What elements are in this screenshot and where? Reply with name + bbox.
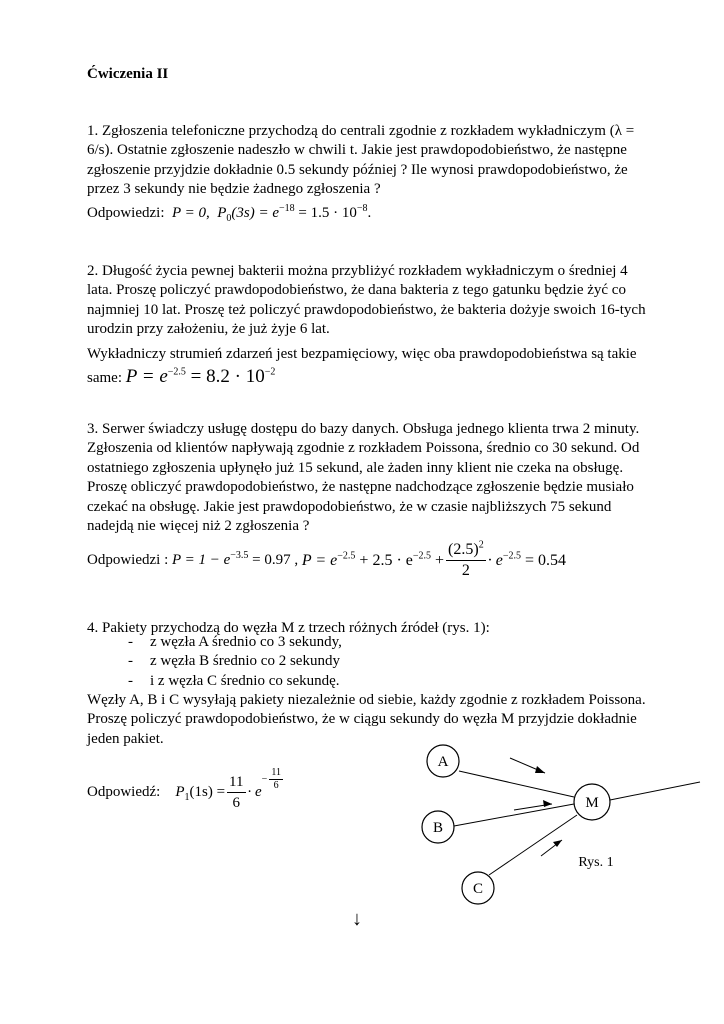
list-item: - i z węzła C średnio co sekundę. [128, 672, 340, 689]
edge-c-m [489, 815, 577, 875]
answer-formula-tail: · e [247, 784, 262, 800]
node-label-m: M [585, 795, 599, 811]
exercise-2-note: Wykładniczy strumień zdarzeń jest bezpamięciowy, więc oba prawdopodobieństwa są takie [87, 346, 637, 362]
continue-arrow-icon: ↓ [352, 908, 362, 930]
answer-formula-lhs: $P_1(1s)$ = [175, 784, 226, 803]
list-item: - z węzła B średnio co 2 sekundy [128, 653, 340, 670]
answer-label: Odpowiedź: [87, 784, 161, 800]
answer-label: same: [87, 370, 122, 386]
node-label-c: C [472, 881, 484, 897]
figure-caption: Rys. 1 [578, 855, 614, 870]
answer-formula-p0: $P_0(3s) = e^{-18} = 1.5 \cdot 10^{-8}$ [217, 203, 368, 224]
page-title: Ćwiczenia II [87, 66, 169, 82]
answer-label: Odpowiedzi: [87, 205, 165, 221]
node-label-b: B [432, 820, 444, 836]
answer-formula-2-tail: · $e^{-2.5} = 0.54$ [487, 550, 566, 569]
answer-fraction: $\frac{(2.5)^2}{2}$ [448, 539, 484, 579]
answer-label: Odpowiedzi : [87, 552, 169, 568]
answer-formula-2: $P = e^{-2.5} + 2.5 \cdot e^{-2.5}$ + [301, 550, 445, 569]
exercise-2-text: 2. Długość życia pewnej bakterii można przybliżyć rozkładem wykładniczym o średniej 4 lata. Proszę policzyć prawdopodobieństwo, że dana bakteria z tego gatunku będzie żyć co najmniej 10 lat. Proszę też policzyć prawdopodobieństwo, że bakteria dożyje swoich 16-tych urodzin przy założeniu, że już żyje 6 lat. [87, 263, 646, 338]
arrowhead-b [543, 800, 552, 807]
answer-formula-1: $P = 1 - e^{-3.5} = 0.97$ , [171, 550, 299, 568]
exercise-1-answer: Odpowiedzi: P = 0, $P_0(3s) = e^{-18} = 1.5 \cdot 10^{-8}$. [87, 203, 372, 224]
answer-fraction: $\frac{11}{6}$ [229, 774, 244, 811]
exercise-4-text: Węzły A, B i C wysyłają pakiety niezależnie od siebie, każdy zgodnie z rozkładem Poissona. Proszę policzyć prawdopodobieństwo, że w ciągu sekundy do węzła M przyjdzie dokładnie jeden pakiet. [87, 692, 646, 747]
edge-m-out [610, 782, 700, 800]
answer-formula-p: P = 0 [171, 205, 206, 221]
answer-exponent: − $\frac{11}{6}$ [261, 767, 281, 791]
edge-a-m [459, 771, 574, 797]
exercise-4-intro: 4. Pakiety przychodzą do węzła M z trzech różnych źródeł (rys. 1): [87, 620, 490, 636]
list-item: - z węzła A średnio co 3 sekundy, [128, 634, 342, 650]
exercise-1-text: 1. Zgłoszenia telefoniczne przychodzą do centrali zgodnie z rozkładem wykładniczym (λ = 6/s). Ostatnie zgłoszenie nadeszło w chwili t. Jakie jest prawdopodobieństwo, że następne zgłoszenie przyjdzie dokładnie 0.5 sekundy później ? Ile wynosi prawdopodobieństwo, że przez 3 sekundy nie będzie żadnego zgłoszenia ? [87, 123, 635, 198]
answer-formula: $P = e^{-2.5} = 8.2 \cdot 10^{-2}$ [125, 366, 276, 387]
node-label-a: A [437, 754, 449, 770]
exercise-3-text: 3. Serwer świadczy usługę dostępu do bazy danych. Obsługa jednego klienta trwa 2 minuty. Zgłoszenia od klientów napływają zgodnie z rozkładem Poissona, średnio co 30 sekund. Od ostatniego zgłoszenia upłynęło już 15 sekund, ale żaden inny klient nie czeka na obsługę. Proszę obliczyć prawdopodobieństwo, że następne nadchodzące zgłoszenie będzie musiało czekać na obsługę. Jakie jest prawdopodobieństwo, że w czasie najbliższych 75 sekund nadejdą nie więcej niż 2 zgłoszenia ? [87, 421, 640, 535]
edge-b-m [454, 804, 574, 826]
arrowhead-a [535, 766, 545, 773]
